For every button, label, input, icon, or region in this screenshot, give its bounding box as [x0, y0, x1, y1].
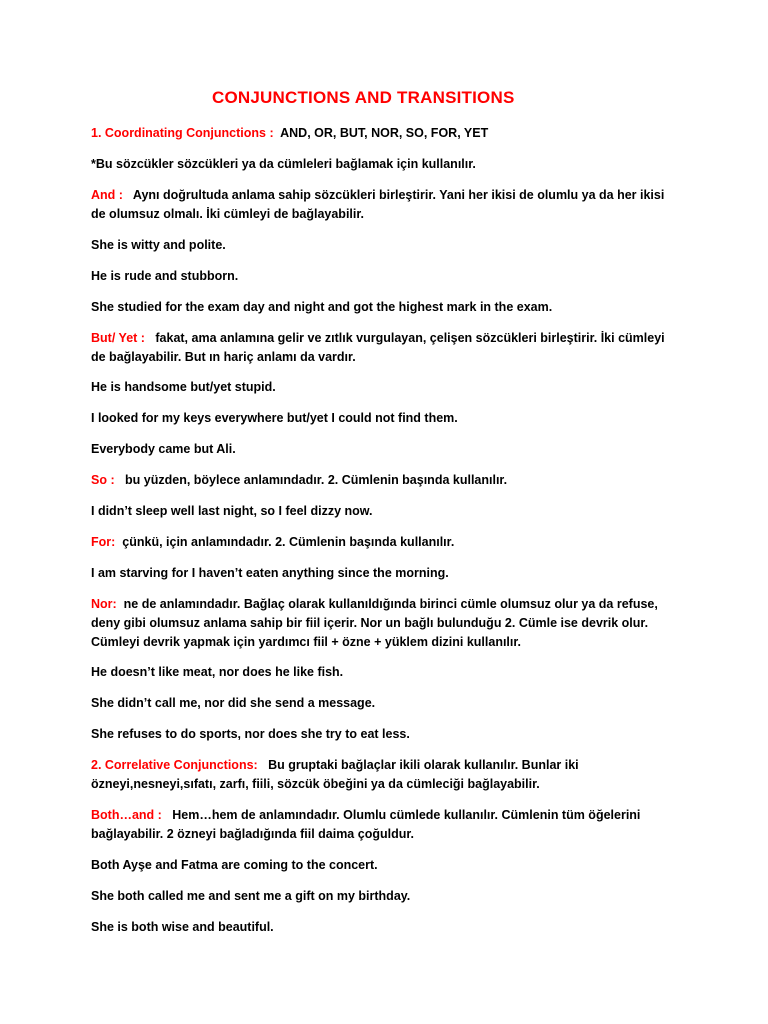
nor-example-1: He doesn’t like meat, nor does he like fish. — [91, 665, 344, 679]
nor-description: ne de anlamındadır. Bağlaç olarak kullanıldığında birinci cümle olumsuz olur ya da refuse, deny gibi olumsuz anlama sahip bir fiil içerir. Nor un bağlı bulunduğu 2. Cümle ise devrik olur. Cümleyi devrik yapmak için yardımcı fiil + özne + yüklem dizini kullanılır. — [91, 597, 658, 649]
section2-description: Bu gruptaki bağlaçlar ikili olarak kullanılır. Bunlar iki özneyi,nesneyi,sıfatı, zarfı, fiili, sözcük öbeğini ya da cümleciği bağlayabilir. — [91, 758, 579, 791]
but-example-1: He is handsome but/yet stupid. — [91, 380, 276, 394]
both-example-1: Both Ayşe and Fatma are coming to the concert. — [91, 858, 378, 872]
for-example-1: I am starving for I haven’t eaten anything since the morning. — [91, 566, 449, 580]
section1-heading: 1. Coordinating Conjunctions : — [91, 126, 274, 140]
and-example-3: She studied for the exam day and night and got the highest mark in the exam. — [91, 300, 553, 314]
for-description: çünkü, için anlamındadır. 2. Cümlenin başında kullanılır. — [122, 535, 455, 549]
both-label: Both…and : — [91, 808, 162, 822]
so-label: So : — [91, 473, 115, 487]
but-example-2: I looked for my keys everywhere but/yet I could not find them. — [91, 411, 458, 425]
section2-definition — [91, 756, 681, 794]
so-definition — [91, 471, 681, 490]
page-title: CONJUNCTIONS AND TRANSITIONS — [212, 88, 515, 107]
and-definition — [91, 186, 681, 224]
for-label: For: — [91, 535, 116, 549]
nor-definition — [91, 595, 681, 652]
but-definition — [91, 329, 681, 367]
nor-example-3: She refuses to do sports, nor does she try to eat less. — [91, 727, 410, 741]
and-description: Aynı doğrultuda anlama sahip sözcükleri birleştirir. Yani her ikisi de olumlu ya da her ikisi de olumsuz olmalı. İki cümleyi de bağlayabilir. — [91, 188, 665, 221]
but-label: But/ Yet : — [91, 331, 145, 345]
section1-conjunction-list: AND, OR, BUT, NOR, SO, FOR, YET — [280, 126, 489, 140]
section2-heading: 2. Correlative Conjunctions: — [91, 758, 258, 772]
and-example-1: She is witty and polite. — [91, 238, 226, 252]
so-description: bu yüzden, böylece anlamındadır. 2. Cümlenin başında kullanılır. — [125, 473, 508, 487]
both-example-2: She both called me and sent me a gift on my birthday. — [91, 889, 411, 903]
and-label: And : — [91, 188, 123, 202]
nor-label: Nor: — [91, 597, 117, 611]
but-example-3: Everybody came but Ali. — [91, 442, 236, 456]
but-description: fakat, ama anlamına gelir ve zıtlık vurgulayan, çelişen sözcükleri birleştirir. İki cümleyi de bağlayabilir. But ın hariç anlamı da vardır. — [91, 331, 665, 364]
so-example-1: I didn’t sleep well last night, so I feel dizzy now. — [91, 504, 373, 518]
both-definition — [91, 806, 681, 844]
for-definition — [91, 533, 681, 552]
document-page — [91, 0, 691, 1024]
both-example-3: She is both wise and beautiful. — [91, 920, 274, 934]
and-example-2: He is rude and stubborn. — [91, 269, 239, 283]
both-description: Hem…hem de anlamındadır. Olumlu cümlede kullanılır. Cümlenin tüm öğelerini bağlayabilir. 2 özneyi bağladığında fiil daima çoğuldur. — [91, 808, 641, 841]
section1-note: *Bu sözcükler sözcükleri ya da cümleleri bağlamak için kullanılır. — [91, 157, 476, 171]
section1-heading-line — [91, 124, 681, 143]
nor-example-2: She didn’t call me, nor did she send a message. — [91, 696, 376, 710]
